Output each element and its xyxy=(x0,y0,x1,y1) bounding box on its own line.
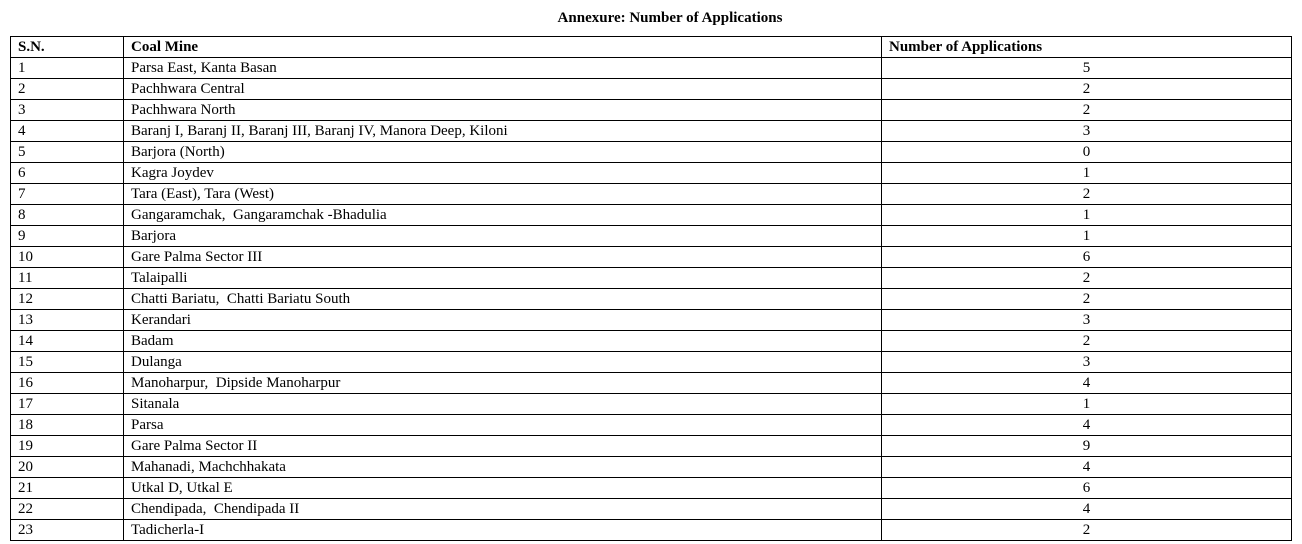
cell-number-of-applications: 3 xyxy=(882,310,1292,331)
cell-number-of-applications: 2 xyxy=(882,520,1292,541)
cell-coal-mine: Gare Palma Sector II xyxy=(124,436,882,457)
cell-number-of-applications: 4 xyxy=(882,415,1292,436)
table-row xyxy=(11,310,1292,331)
cell-number-of-applications: 2 xyxy=(882,100,1292,121)
cell-number-of-applications: 2 xyxy=(882,289,1292,310)
table-row xyxy=(11,415,1292,436)
cell-coal-mine: Barjora xyxy=(124,226,882,247)
cell-number-of-applications: 2 xyxy=(882,268,1292,289)
applications-table xyxy=(10,36,1292,541)
table-row xyxy=(11,163,1292,184)
table-row xyxy=(11,100,1292,121)
cell-number-of-applications: 4 xyxy=(882,499,1292,520)
cell-sn: 8 xyxy=(11,205,124,226)
cell-coal-mine: Tadicherla-I xyxy=(124,520,882,541)
cell-coal-mine: Utkal D, Utkal E xyxy=(124,478,882,499)
header-number-of-applications: Number of Applications xyxy=(882,37,1292,58)
cell-sn: 11 xyxy=(11,268,124,289)
cell-coal-mine: Kerandari xyxy=(124,310,882,331)
cell-coal-mine: Kagra Joydev xyxy=(124,163,882,184)
cell-sn: 18 xyxy=(11,415,124,436)
cell-number-of-applications: 3 xyxy=(882,352,1292,373)
cell-number-of-applications: 1 xyxy=(882,163,1292,184)
table-row xyxy=(11,205,1292,226)
cell-sn: 22 xyxy=(11,499,124,520)
cell-number-of-applications: 1 xyxy=(882,205,1292,226)
cell-number-of-applications: 4 xyxy=(882,373,1292,394)
cell-number-of-applications: 2 xyxy=(882,79,1292,100)
cell-coal-mine: Manoharpur, Dipside Manoharpur xyxy=(124,373,882,394)
cell-sn: 19 xyxy=(11,436,124,457)
cell-number-of-applications: 0 xyxy=(882,142,1292,163)
header-sn: S.N. xyxy=(11,37,124,58)
cell-coal-mine: Pachhwara Central xyxy=(124,79,882,100)
cell-coal-mine: Talaipalli xyxy=(124,268,882,289)
cell-number-of-applications: 1 xyxy=(882,226,1292,247)
table-row xyxy=(11,58,1292,79)
cell-coal-mine: Badam xyxy=(124,331,882,352)
table-row xyxy=(11,373,1292,394)
document-title: Annexure: Number of Applications xyxy=(557,10,783,26)
table-row xyxy=(11,226,1292,247)
table-body xyxy=(11,58,1292,541)
table-row xyxy=(11,121,1292,142)
table-row xyxy=(11,457,1292,478)
table-row xyxy=(11,499,1292,520)
cell-coal-mine: Sitanala xyxy=(124,394,882,415)
cell-coal-mine: Parsa xyxy=(124,415,882,436)
cell-sn: 16 xyxy=(11,373,124,394)
cell-sn: 17 xyxy=(11,394,124,415)
cell-number-of-applications: 5 xyxy=(882,58,1292,79)
cell-sn: 3 xyxy=(11,100,124,121)
table-header-row xyxy=(11,37,1292,58)
table-row xyxy=(11,247,1292,268)
table-row xyxy=(11,79,1292,100)
cell-sn: 6 xyxy=(11,163,124,184)
cell-number-of-applications: 4 xyxy=(882,457,1292,478)
table-row xyxy=(11,520,1292,541)
cell-sn: 10 xyxy=(11,247,124,268)
table-row xyxy=(11,352,1292,373)
cell-coal-mine: Parsa East, Kanta Basan xyxy=(124,58,882,79)
cell-sn: 14 xyxy=(11,331,124,352)
cell-sn: 2 xyxy=(11,79,124,100)
table-row xyxy=(11,478,1292,499)
cell-coal-mine: Pachhwara North xyxy=(124,100,882,121)
table-row xyxy=(11,184,1292,205)
cell-coal-mine: Dulanga xyxy=(124,352,882,373)
table-row xyxy=(11,331,1292,352)
table-row xyxy=(11,289,1292,310)
cell-number-of-applications: 9 xyxy=(882,436,1292,457)
cell-sn: 21 xyxy=(11,478,124,499)
cell-number-of-applications: 6 xyxy=(882,247,1292,268)
table-row xyxy=(11,436,1292,457)
table-row xyxy=(11,394,1292,415)
cell-coal-mine: Gangaramchak, Gangaramchak -Bhadulia xyxy=(124,205,882,226)
cell-number-of-applications: 2 xyxy=(882,331,1292,352)
table-row xyxy=(11,142,1292,163)
cell-sn: 1 xyxy=(11,58,124,79)
cell-sn: 13 xyxy=(11,310,124,331)
cell-number-of-applications: 2 xyxy=(882,184,1292,205)
cell-coal-mine: Gare Palma Sector III xyxy=(124,247,882,268)
cell-sn: 12 xyxy=(11,289,124,310)
cell-coal-mine: Chatti Bariatu, Chatti Bariatu South xyxy=(124,289,882,310)
cell-coal-mine: Barjora (North) xyxy=(124,142,882,163)
table-row xyxy=(11,268,1292,289)
cell-sn: 20 xyxy=(11,457,124,478)
cell-sn: 9 xyxy=(11,226,124,247)
cell-number-of-applications: 1 xyxy=(882,394,1292,415)
cell-coal-mine: Tara (East), Tara (West) xyxy=(124,184,882,205)
cell-coal-mine: Baranj I, Baranj II, Baranj III, Baranj IV, Manora Deep, Kiloni xyxy=(124,121,882,142)
cell-sn: 7 xyxy=(11,184,124,205)
cell-number-of-applications: 3 xyxy=(882,121,1292,142)
header-coal-mine: Coal Mine xyxy=(124,37,882,58)
cell-sn: 23 xyxy=(11,520,124,541)
cell-coal-mine: Chendipada, Chendipada II xyxy=(124,499,882,520)
cell-sn: 4 xyxy=(11,121,124,142)
cell-sn: 5 xyxy=(11,142,124,163)
cell-number-of-applications: 6 xyxy=(882,478,1292,499)
cell-coal-mine: Mahanadi, Machchhakata xyxy=(124,457,882,478)
cell-sn: 15 xyxy=(11,352,124,373)
